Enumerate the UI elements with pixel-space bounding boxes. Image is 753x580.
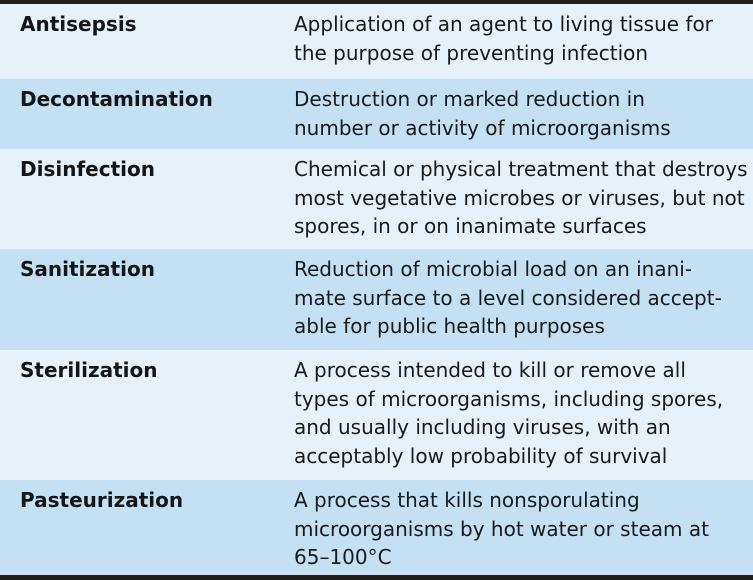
definition-line: mate surface to a level considered accept- <box>294 285 722 310</box>
definition-line: Application of an agent to living tissue for <box>294 12 713 36</box>
definition-cell <box>294 155 749 241</box>
table-row-disinfection <box>0 149 753 249</box>
table-row-decontamination <box>0 79 753 149</box>
definition-line: spores, in or on inanimate surfaces <box>294 214 647 238</box>
definition-line: the purpose of preventing infection <box>294 40 649 65</box>
definition-line: able for public health purposes <box>294 314 605 338</box>
table-row-sterilization <box>0 350 753 480</box>
term-cell: Sanitization <box>20 257 155 281</box>
term-cell: Pasteurization <box>20 488 184 512</box>
definition-line: and usually including viruses, with an <box>294 415 671 439</box>
definition-line: A process that kills nonsporulating <box>294 488 640 512</box>
definition-line: microorganisms by hot water or steam at <box>294 516 709 541</box>
table-row-sanitization <box>0 249 753 350</box>
definition-line: 65–100°C <box>294 545 392 569</box>
definition-line: number or activity of microorganisms <box>294 115 671 140</box>
definition-line: A process intended to kill or remove all <box>294 358 686 382</box>
term-cell: Sterilization <box>20 358 158 382</box>
table-row-antisepsis <box>0 4 753 79</box>
definition-line: Chemical or physical treatment that destroys <box>294 157 748 181</box>
definition-cell <box>294 255 749 341</box>
term-cell: Disinfection <box>20 157 155 181</box>
definition-cell <box>294 486 749 572</box>
table-row-pasteurization <box>0 480 753 575</box>
definition-line: types of microorganisms, including spores, <box>294 386 724 411</box>
definition-line: acceptably low probability of survival <box>294 443 668 468</box>
definition-cell <box>294 356 749 470</box>
definitions-table <box>0 4 753 575</box>
term-cell: Antisepsis <box>20 12 137 36</box>
definition-line: Destruction or marked reduction in <box>294 87 645 111</box>
definition-line: Reduction of microbial load on an inani- <box>294 257 693 281</box>
term-cell: Decontamination <box>20 87 213 111</box>
definition-line: most vegetative microbes or viruses, but not <box>294 185 745 210</box>
definition-cell <box>294 10 749 67</box>
definition-cell <box>294 85 749 142</box>
